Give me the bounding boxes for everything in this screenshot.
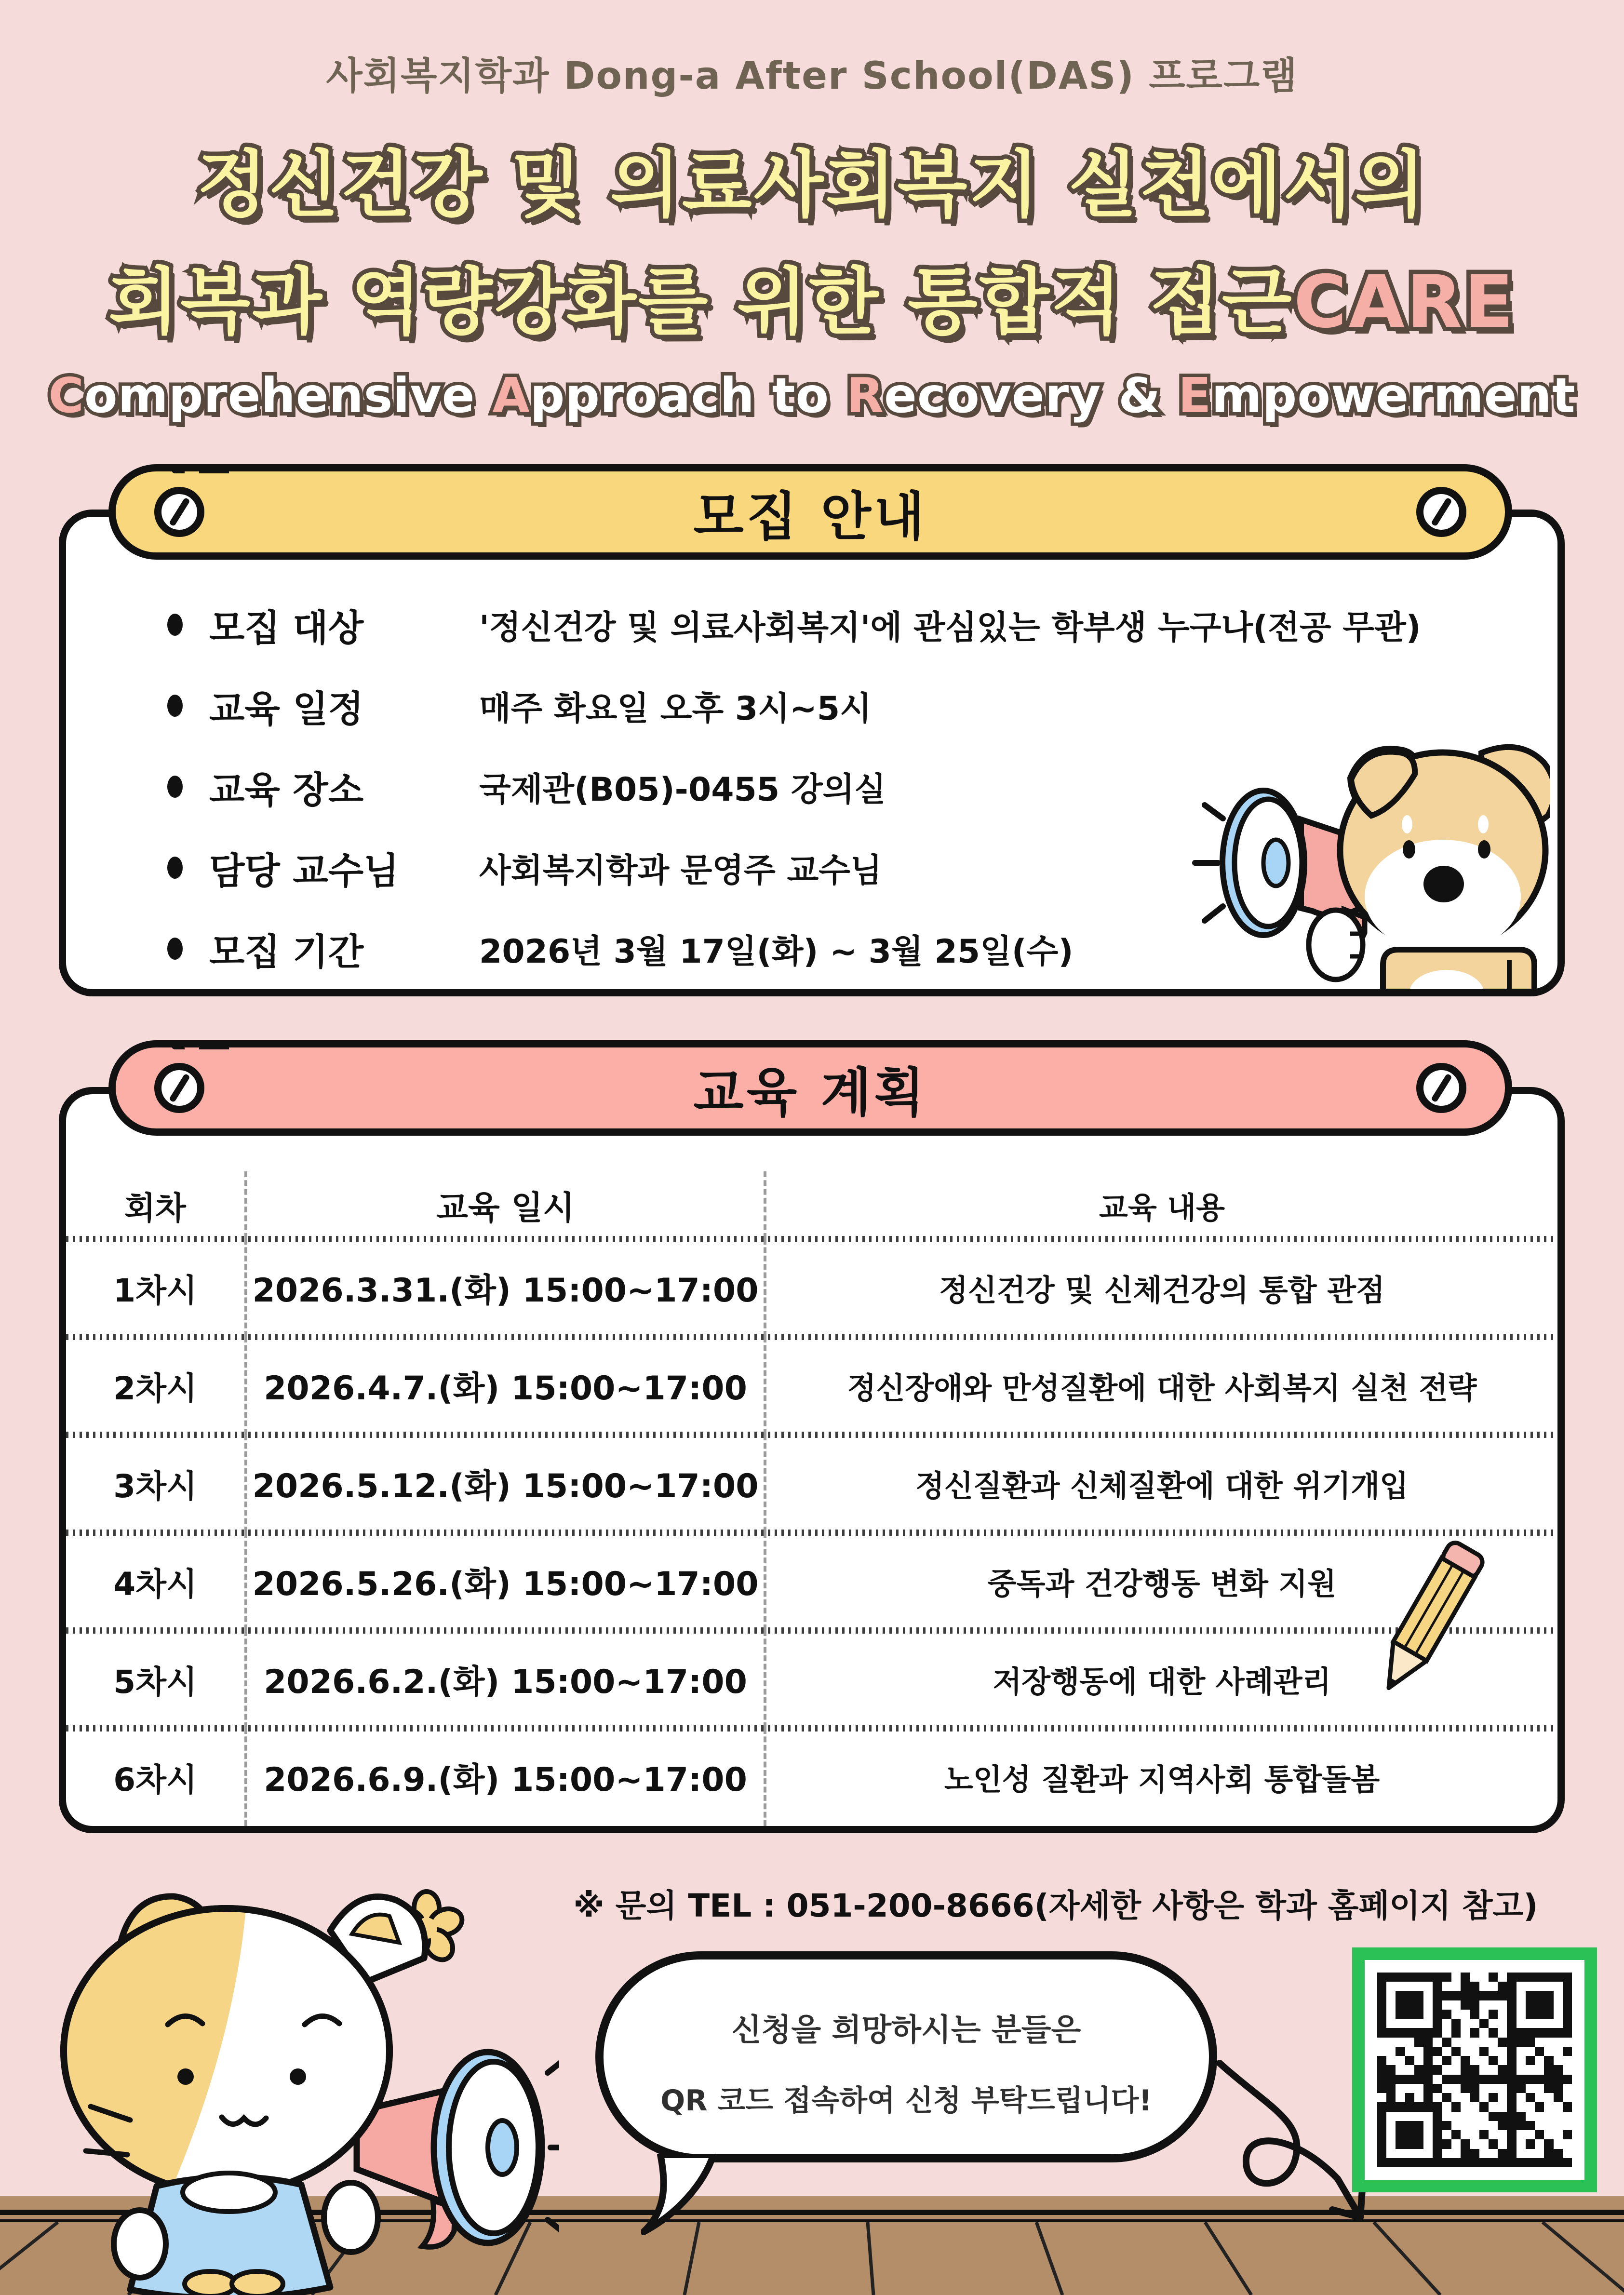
recruitment-banner-title: 모집 안내: [693, 486, 927, 547]
bubble-text: QR 코드 접속하여 신청 부탁드립니다!: [660, 2084, 1152, 2118]
cell-datetime: 2026.3.31.(화) 15:00~17:00: [247, 1239, 766, 1337]
list-item: [148, 584, 1538, 665]
screw-icon: [154, 1063, 204, 1113]
speech-bubble: [595, 1951, 1217, 2162]
schedule-table: [66, 1171, 1557, 1826]
item-value: 매주 화요일 오후 3시~5시: [479, 689, 872, 728]
subtitle-segment: R R: [846, 367, 884, 424]
table-row: [66, 1532, 1557, 1630]
cell-topic: 노인성 질환과 지역사회 통합돌봄: [944, 1762, 1380, 1797]
bubble-text: 신청을 희망하시는 분들은: [731, 2013, 1081, 2048]
bullet-icon: [167, 614, 183, 636]
cell-topic: 정신건강 및 신체건강의 통합 관점: [939, 1273, 1385, 1308]
column-header: 회차: [66, 1171, 247, 1239]
subtitle-segment: pproach to pproach to: [530, 367, 846, 424]
cell-topic: 저장행동에 대한 사례관리: [993, 1664, 1331, 1699]
subtitle-english: [0, 367, 1624, 424]
item-value: 사회복지학과 문영주 교수님: [479, 851, 882, 890]
item-label: 모집 기간: [209, 930, 364, 973]
recruitment-card: [59, 510, 1565, 996]
cell-session: 4차시: [66, 1532, 247, 1630]
item-value: 2026년 3월 17일(화) ~ 3월 25일(수): [479, 932, 1074, 971]
title-line1-text: 정신건강 및 의료사회복지 실천에서의 정신건강 및 의료사회복지 실천에서의: [197, 126, 1427, 230]
column-header: 교육 내용: [1099, 1190, 1225, 1225]
bullet-icon: [167, 857, 183, 879]
item-value: '정신건강 및 의료사회복지'에 관심있는 학부생 누구나(전공 무관): [479, 608, 1421, 647]
table-row: [66, 1435, 1557, 1532]
screw-icon: [1416, 1063, 1466, 1113]
cell-session: 6차시: [66, 1728, 247, 1826]
table-row: [66, 1337, 1557, 1435]
table-row: [66, 1239, 1557, 1337]
item-label: 교육 장소: [209, 768, 364, 811]
cell-datetime: 2026.5.12.(화) 15:00~17:00: [247, 1435, 766, 1532]
contact-note: ※ 문의 TEL : 051-200-8666(자세한 사항은 학과 홈페이지 참고): [573, 1887, 1538, 1924]
schedule-banner-title: 교육 계획: [693, 1062, 927, 1123]
title-line2-text: 회복과 역량강화를 위한 통합적 접근 회복과 역량강화를 위한 통합적 접근: [108, 243, 1293, 348]
cat-with-megaphone-illustration: [19, 1880, 559, 2295]
subtitle-segment: C C: [48, 367, 84, 424]
cell-topic: 정신장애와 만성질환에 대한 사회복지 실천 전략: [847, 1370, 1477, 1406]
subtitle-segment: E E: [1178, 367, 1211, 424]
cell-session: 3차시: [66, 1435, 247, 1532]
dog-with-megaphone-illustration: [1191, 734, 1550, 992]
main-title-line1: [0, 126, 1624, 230]
item-label: 담당 교수님: [209, 849, 399, 892]
cell-session: 2차시: [66, 1337, 247, 1435]
item-label: 모집 대상: [209, 606, 364, 649]
cell-datetime: 2026.6.2.(화) 15:00~17:00: [247, 1630, 766, 1728]
main-title-line2: [0, 243, 1624, 348]
recruitment-banner: [108, 464, 1512, 560]
speech-bubble-tail: [641, 2154, 766, 2245]
table-header-row: [66, 1171, 1557, 1239]
cell-topic: 정신질환과 신체질환에 대한 위기개입: [915, 1468, 1409, 1503]
title-care-highlight: CARE CARE: [1294, 260, 1516, 344]
cell-datetime: 2026.5.26.(화) 15:00~17:00: [247, 1532, 766, 1630]
screw-icon: [1416, 487, 1466, 537]
cell-session: 1차시: [66, 1239, 247, 1337]
subtitle-segment: mpowerment mpowerment: [1211, 367, 1575, 424]
table-row: [66, 1630, 1557, 1728]
screw-icon: [154, 487, 204, 537]
subtitle-segment: A A: [492, 367, 530, 424]
program-header: 사회복지학과 Dong-a After School(DAS) 프로그램: [326, 54, 1298, 98]
qr-code: [1352, 1947, 1597, 2192]
schedule-card: [59, 1087, 1565, 1833]
cell-datetime: 2026.4.7.(화) 15:00~17:00: [247, 1337, 766, 1435]
schedule-banner: [108, 1040, 1512, 1136]
bullet-icon: [167, 776, 183, 798]
bullet-icon: [167, 695, 183, 717]
cell-datetime: 2026.6.9.(화) 15:00~17:00: [247, 1728, 766, 1826]
qr-pattern: [1377, 1973, 1572, 2167]
table-row: [66, 1728, 1557, 1826]
subtitle-segment: omprehensive omprehensive: [84, 367, 492, 424]
item-value: 국제관(B05)-0455 강의실: [479, 770, 886, 809]
cell-session: 5차시: [66, 1630, 247, 1728]
column-header: 교육 일시: [247, 1171, 766, 1239]
bullet-icon: [167, 938, 183, 960]
item-label: 교육 일정: [209, 687, 364, 730]
subtitle-segment: ecovery & ecovery &: [884, 367, 1178, 424]
pencil-icon: [1355, 1525, 1500, 1718]
cell-topic: 중독과 건강행동 변화 지원: [987, 1566, 1337, 1601]
